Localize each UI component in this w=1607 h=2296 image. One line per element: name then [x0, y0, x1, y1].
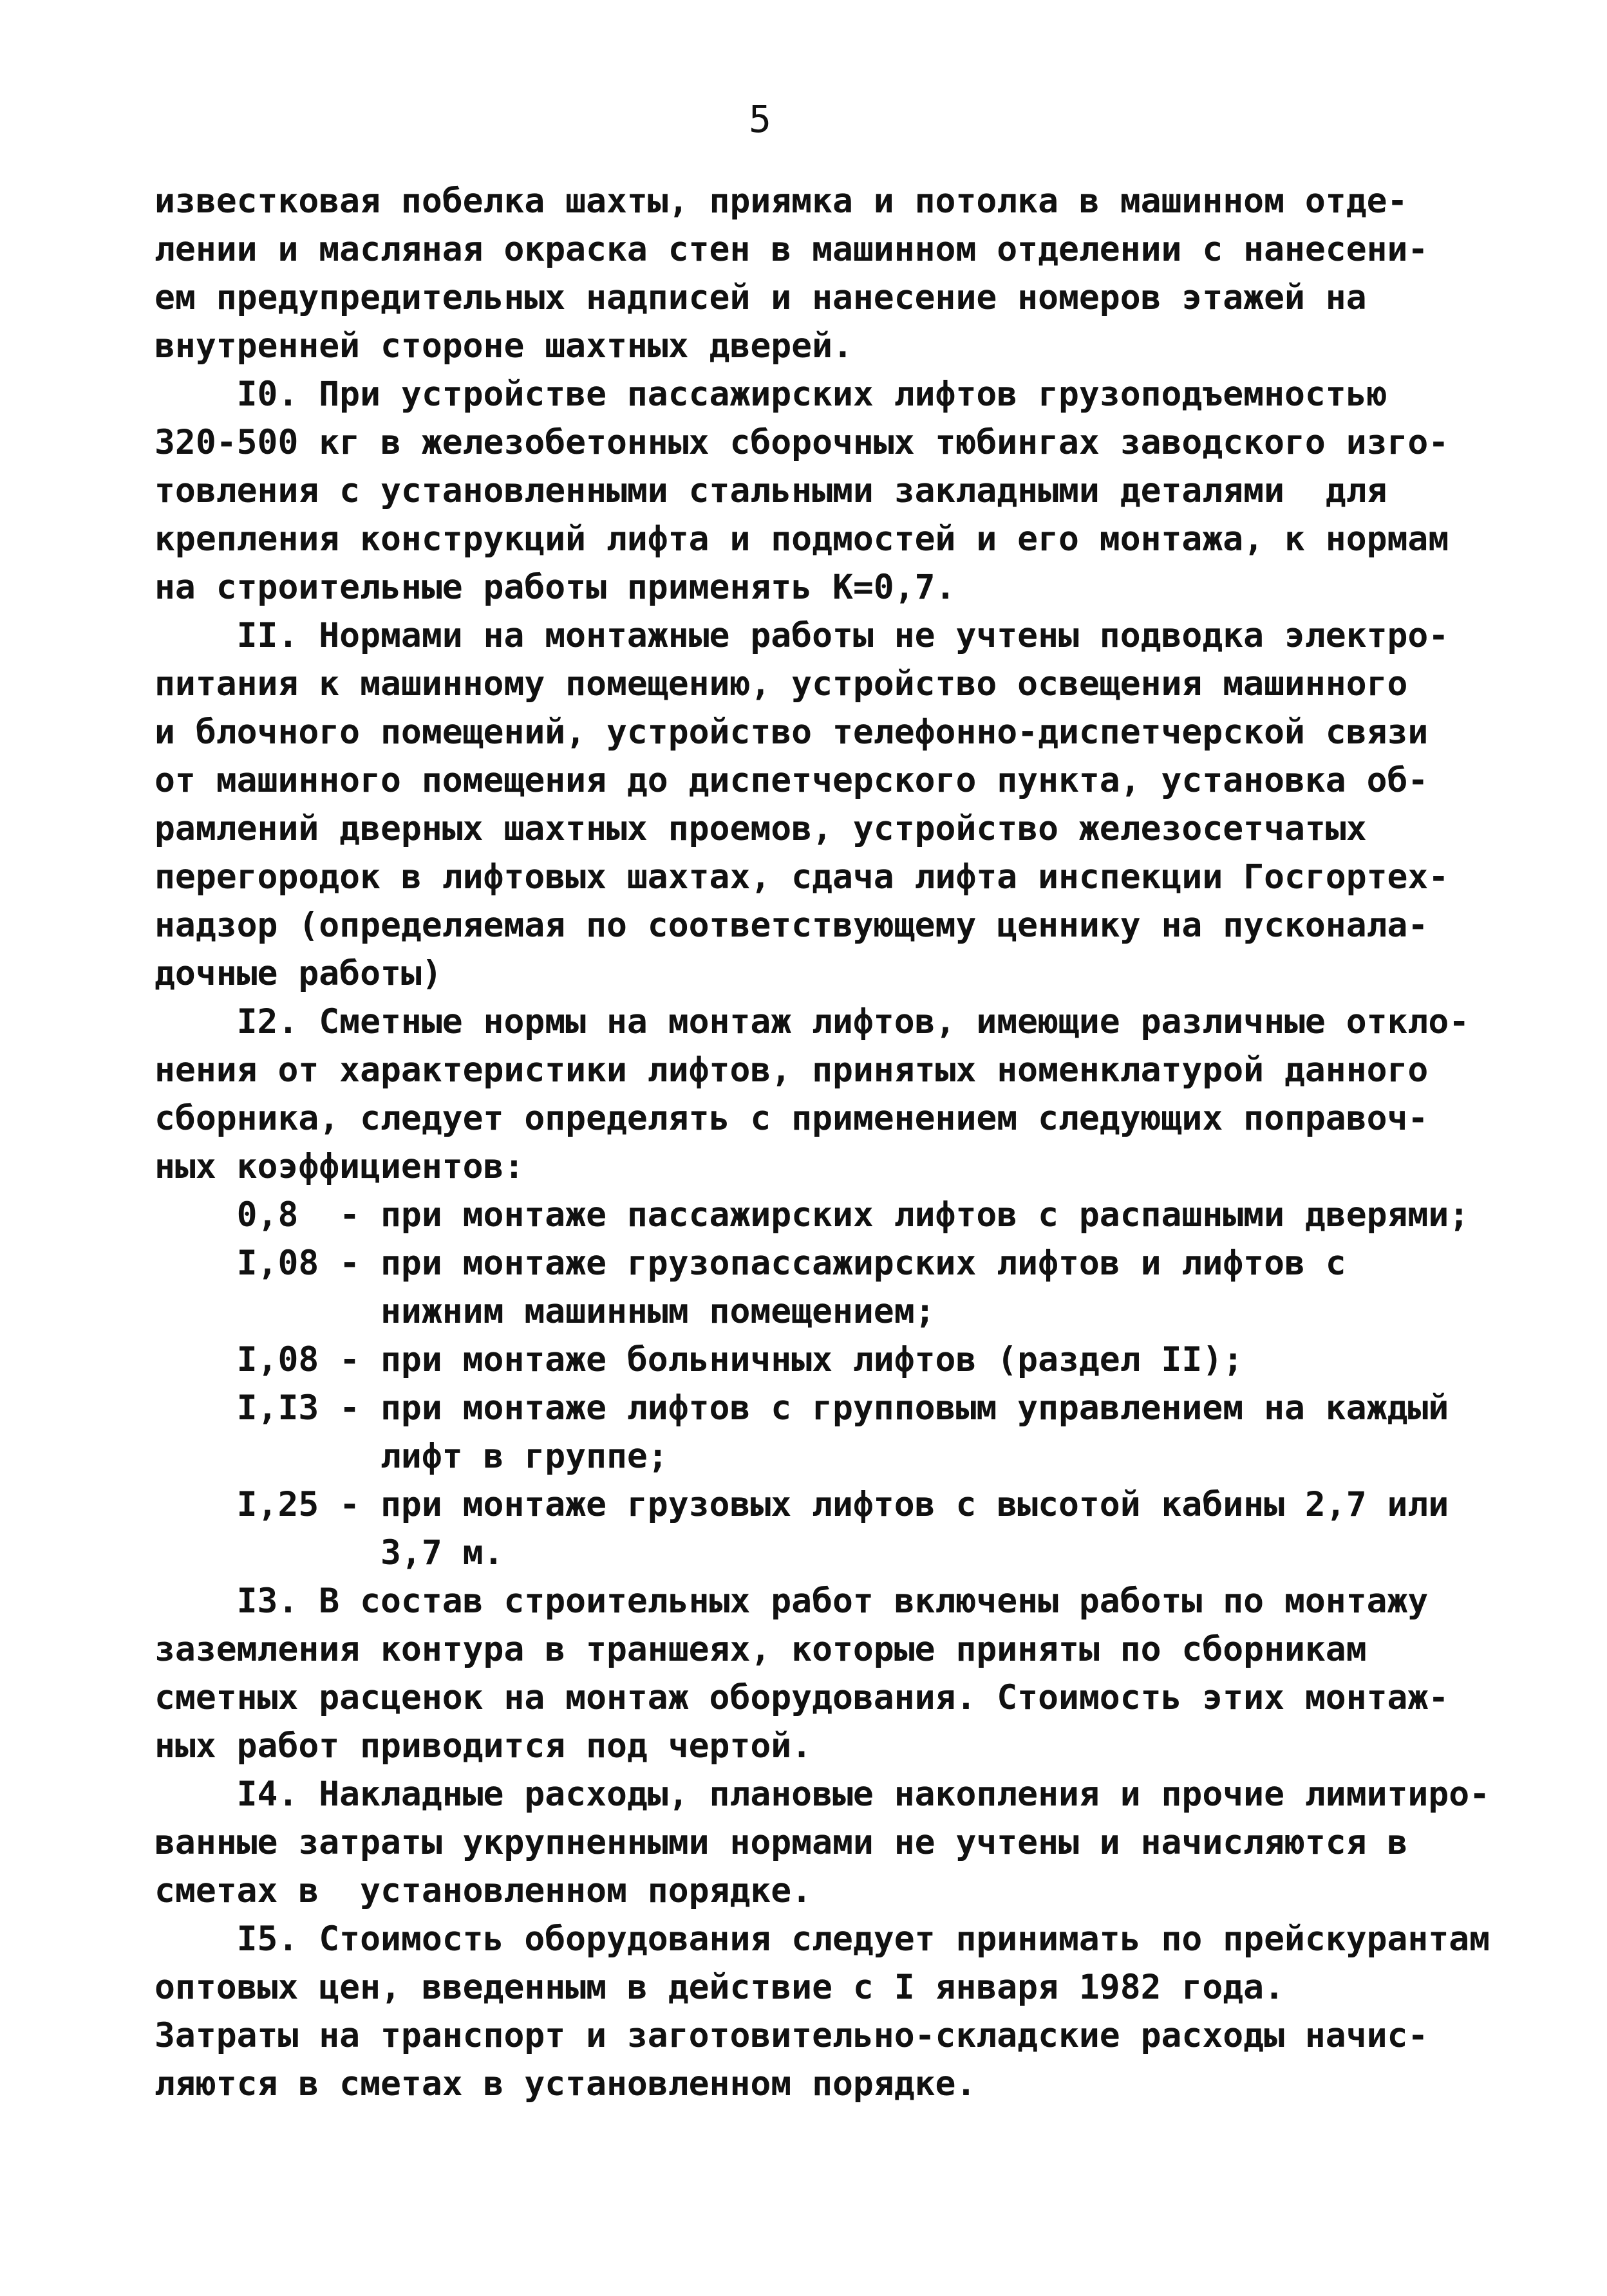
paragraph-line: I5. Стоимость оборудования следует принимать по прейскурантам — [155, 1919, 1490, 1959]
page-number: 5 — [749, 97, 771, 141]
paragraph-line: II. Нормами на монтажные работы не учтены подводка электро- — [155, 616, 1449, 655]
paragraph-line: ных коэффициентов: — [155, 1147, 525, 1186]
paragraph-line: сметах в установленном порядке. — [155, 1871, 813, 1910]
paragraph-line: ванные затраты укрупненными нормами не учтены и начисляются в — [155, 1823, 1408, 1862]
paragraph-line: дочные работы) — [155, 954, 442, 993]
coefficient-line: I,08 - при монтаже больничных лифтов (раздел II); — [155, 1340, 1244, 1379]
coefficient-line: 3,7 м. — [155, 1533, 504, 1573]
coefficient-line: I,08 - при монтаже грузопассажирских лифтов и лифтов с — [155, 1244, 1346, 1283]
paragraph-line: сметных расценок на монтаж оборудования. Стоимость этих монтаж- — [155, 1678, 1449, 1717]
paragraph-line: на строительные работы применять К=0,7. — [155, 568, 956, 607]
paragraph-line: питания к машинному помещению, устройство освещения машинного — [155, 664, 1408, 704]
paragraph-line: сборника, следует определять с применением следующих поправоч- — [155, 1099, 1429, 1138]
coefficient-line: I,25 - при монтаже грузовых лифтов с высотой кабины 2,7 или — [155, 1485, 1449, 1524]
paragraph-line: I3. В состав строительных работ включены работы по монтажу — [155, 1582, 1429, 1621]
paragraph-line: рамлений дверных шахтных проемов, устройство железосетчатых — [155, 809, 1367, 848]
paragraph-line: ных работ приводится под чертой. — [155, 1726, 813, 1766]
coefficient-line: нижним машинным помещением; — [155, 1292, 935, 1331]
paragraph-line: известковая побелка шахты, приямка и потолка в машинном отде- — [155, 182, 1408, 221]
paragraph-line: лении и масляная окраска стен в машинном отделении с нанесени- — [155, 230, 1429, 269]
paragraph-line: и блочного помещений, устройство телефонно-диспетчерской связи — [155, 713, 1429, 752]
paragraph-line: от машинного помещения до диспетчерского пункта, установка об- — [155, 761, 1429, 800]
paragraph-line: ем предупредительных надписей и нанесение номеров этажей на — [155, 278, 1367, 317]
paragraph-line: товления с установленными стальными закладными деталями для — [155, 471, 1387, 510]
paragraph-line: оптовых цен, введенным в действие с I января 1982 года. — [155, 1968, 1284, 2007]
paragraph-line: 320-500 кг в железобетонных сборочных тюбингах заводского изго- — [155, 423, 1449, 462]
coefficient-line: 0,8 - при монтаже пассажирских лифтов с распашными дверями; — [155, 1195, 1470, 1235]
document-body — [155, 177, 1494, 2108]
coefficient-line: I,I3 - при монтаже лифтов с групповым управлением на каждый — [155, 1388, 1449, 1428]
paragraph-line: нения от характеристики лифтов, принятых номенклатурой данного — [155, 1050, 1429, 1090]
paragraph-line: надзор (определяемая по соответствующему ценнику на пусконала- — [155, 906, 1429, 945]
paragraph-line: внутренней стороне шахтных дверей. — [155, 326, 853, 366]
paragraph-line: заземления контура в траншеях, которые приняты по сборникам — [155, 1630, 1367, 1669]
paragraph-line: ляются в сметах в установленном порядке. — [155, 2064, 977, 2104]
paragraph-line: Затраты на транспорт и заготовительно-складские расходы начис- — [155, 2016, 1429, 2055]
paragraph-line: I0. При устройстве пассажирских лифтов грузоподъемностью — [155, 375, 1387, 414]
paragraph-line: I2. Сметные нормы на монтаж лифтов, имеющие различные откло- — [155, 1002, 1470, 1041]
paragraph-line: I4. Накладные расходы, плановые накопления и прочие лимитиро- — [155, 1775, 1490, 1814]
paragraph-line: крепления конструкций лифта и подмостей и его монтажа, к нормам — [155, 519, 1449, 559]
coefficient-line: лифт в группе; — [155, 1437, 668, 1476]
paragraph-line: перегородок в лифтовых шахтах, сдача лифта инспекции Госгортех- — [155, 857, 1449, 897]
